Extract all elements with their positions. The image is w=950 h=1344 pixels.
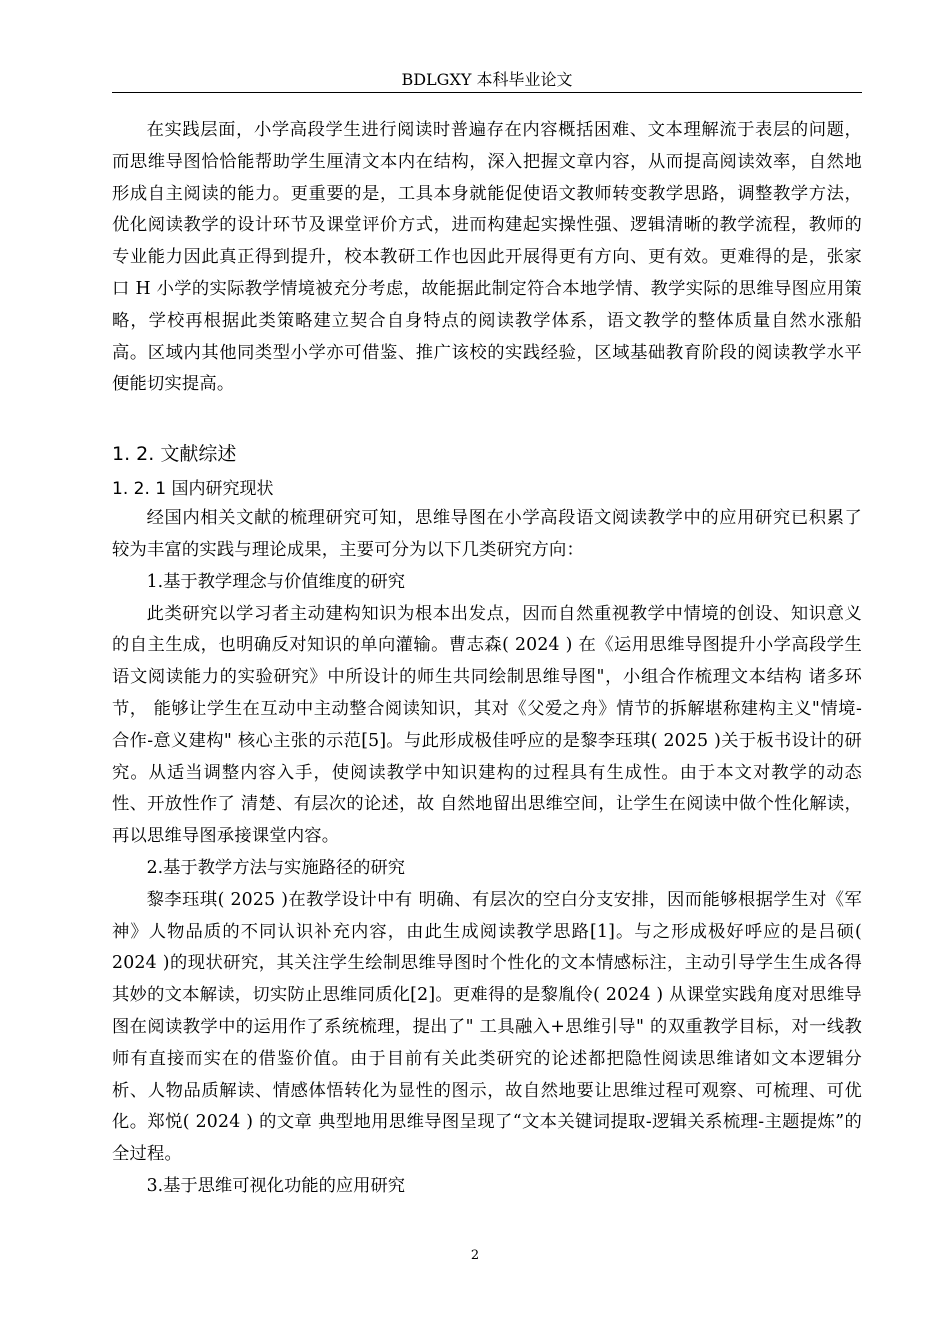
page-number: 2 [470, 1248, 480, 1263]
page-body [112, 115, 862, 1203]
header-rule [112, 92, 862, 93]
subsection-heading: 1. 2. 1 国内研究现状 [112, 479, 274, 500]
item3-title: 3.基于思维可视化功能的应用研究 [146, 1175, 406, 1196]
item1-paragraph: 此类研究以学习者主动建构知识为根本出发点，因而自然重视教学中情境的创设、知识意义的自主生成，也明确反对知识的单向灌输。曹志森( 2024 ) 在《运用思维导图提升小学高段学生语文阅读能力的实验研究》中所设计的师生共同绘制思维导图"，小组合作梳理文本结构 诸多环节， 能够让学生在互动中主动整合阅读知识，其对《父爱之舟》情节的拆解堪称建构主义"情境-合作-意义建构" 核心主张的示范[5]。与此形成极佳呼应的是黎李珏琪( 2025 )关于板书设计的研究。从适当调整内容入手，使阅读教学中知识建构的过程具有生成性。由于本文对教学的动态性、开放性作了 清楚、有层次的论述，故 自然地留出思维空间，让学生在阅读中做个性化解读，再以思维导图承接课堂内容。 [112, 603, 862, 847]
item2-paragraph: 黎李珏琪( 2025 )在教学设计中有 明确、有层次的空白分支安排，因而能够根据学生对《军神》人物品质的不同认识补充内容，由此生成阅读教学思路[1]。与之形成极好呼应的是吕硕( 2024 )的现状研究，其关注学生绘制思维导图时个性化的文本情感标注，主动引导学生生成各得其妙的文本解读，切实防止思维同质化[2]。更难得的是黎胤伶( 2024 ) 从课堂实践角度对思维导图在阅读教学中的运用作了系统梳理，提出了" 工具融入+思维引导" 的双重教学目标，对一线教师有直接而实在的借鉴价值。由于目前有关此类研究的论述都把隐性阅读思维诸如文本逻辑分析、人物品质解读、情感体悟转化为显性的图示，故自然地要让思维过程可观察、可梳理、可优化。郑悦( 2024 ) 的文章 典型地用思维导图呈现了“文本关键词提取-逻辑关系梳理-主题提炼”的全过程。 [112, 889, 862, 1165]
item1-title: 1.基于教学理念与价值维度的研究 [146, 571, 406, 592]
intro-paragraph: 在实践层面，小学高段学生进行阅读时普遍存在内容概括困难、文本理解流于表层的问题，而思维导图恰恰能帮助学生厘清文本内在结构，深入把握文章内容，从而提高阅读效率，自然地形成自主阅读的能力。更重要的是，工具本身就能促使语文教师转变教学思路，调整教学方法，优化阅读教学的设计环节及课堂评价方式，进而构建起实操性强、逻辑清晰的教学流程，教师的专业能力因此真正得到提升，校本教研工作也因此开展得更有方向、更有效。更难得的是，张家口 H 小学的实际教学情境被充分考虑，故能据此制定符合本地学情、教学实际的思维导图应用策略，学校再根据此类策略建立契合自身特点的阅读教学体系，语文教学的整体质量自然水涨船高。区域内其他同类型小学亦可借鉴、推广该校的实践经验，区域基础教育阶段的阅读教学水平便能切实提高。 [112, 120, 862, 395]
item2-title: 2.基于教学方法与实施路径的研究 [146, 857, 406, 878]
section-heading: 1. 2. 文献综述 [112, 443, 237, 466]
running-header: BDLGXY 本科毕业论文 [401, 70, 573, 89]
overview-paragraph: 经国内相关文献的梳理研究可知，思维导图在小学高段语文阅读教学中的应用研究已积累了较为丰富的实践与理论成果，主要可分为以下几类研究方向： [112, 508, 862, 560]
